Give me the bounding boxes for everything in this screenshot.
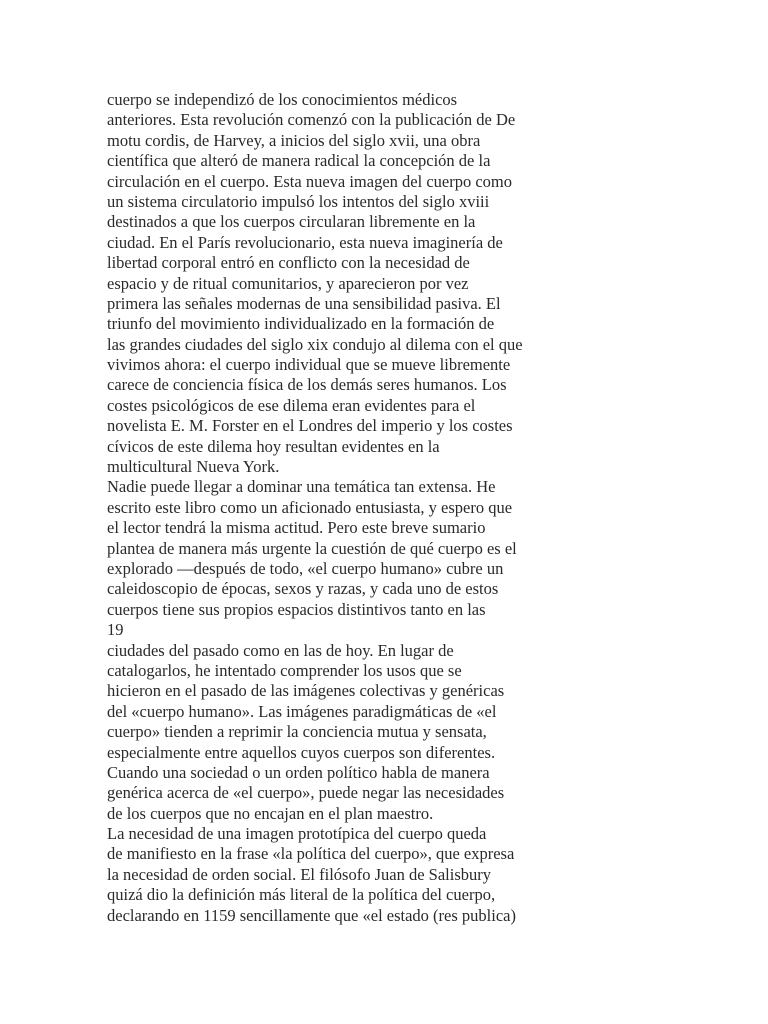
text-line: La necesidad de una imagen prototípica del cuerpo queda (107, 824, 487, 844)
text-line: declarando en 1159 sencillamente que «el estado (res publica) (107, 905, 516, 925)
text-line: ciudades del pasado como en las de hoy. En lugar de (107, 640, 454, 660)
text-line: del «cuerpo humano». Las imágenes paradigmáticas de «el (107, 701, 497, 721)
text-line: cuerpo» tienden a reprimir la conciencia mutua y sensata, (107, 722, 487, 742)
text-line: un sistema circulatorio impulsó los intentos del siglo xviii (107, 191, 490, 211)
text-line: ciudad. En el París revolucionario, esta nueva imaginería de (107, 232, 503, 252)
text-line: plantea de manera más urgente la cuestión de qué cuerpo es el (107, 538, 517, 558)
text-line: novelista E. M. Forster en el Londres del imperio y los costes (107, 416, 513, 436)
text-line: triunfo del movimiento individualizado en la formación de (107, 314, 495, 334)
text-line: caleidoscopio de épocas, sexos y razas, y cada uno de estos (107, 579, 499, 599)
text-line: la necesidad de orden social. El filósofo Juan de Salisbury (107, 864, 491, 884)
text-line: libertad corporal entró en conflicto con la necesidad de (107, 253, 470, 273)
text-line: genérica acerca de «el cuerpo», puede negar las necesidades (107, 783, 505, 803)
text-line: las grandes ciudades del siglo xix condujo al dilema con el que (107, 334, 523, 354)
text-line: de manifiesto en la frase «la política del cuerpo», que expresa (107, 844, 515, 864)
text-line: escrito este libro como un aficionado entusiasta, y espero que (107, 497, 513, 517)
text-line: motu cordis, de Harvey, a inicios del siglo xvii, una obra (107, 130, 481, 150)
text-line: costes psicológicos de ese dilema eran evidentes para el (107, 395, 476, 415)
text-line: especialmente entre aquellos cuyos cuerpos son diferentes. (107, 742, 496, 762)
body-text (107, 90, 547, 926)
text-line: hicieron en el pasado de las imágenes colectivas y genéricas (107, 681, 505, 701)
text-line: primera las señales modernas de una sensibilidad pasiva. El (107, 293, 501, 313)
text-line: circulación en el cuerpo. Esta nueva imagen del cuerpo como (107, 171, 512, 191)
text-line: destinados a que los cuerpos circularan libremente en la (107, 212, 476, 232)
text-line: el lector tendrá la misma actitud. Pero este breve sumario (107, 518, 486, 538)
text-line: carece de conciencia física de los demás seres humanos. Los (107, 375, 507, 395)
text-line: cívicos de este dilema hoy resultan evidentes en la (107, 436, 440, 456)
text-line: multicultural Nueva York. (107, 457, 280, 477)
text-line: vivimos ahora: el cuerpo individual que se mueve libremente (107, 355, 511, 375)
text-line: cuerpos tiene sus propios espacios distintivos tanto en las (107, 599, 486, 619)
text-line: científica que alteró de manera radical la concepción de la (107, 151, 491, 171)
text-line: espacio y de ritual comunitarios, y aparecieron por vez (107, 273, 469, 293)
text-line: explorado —después de todo, «el cuerpo humano» cubre un (107, 558, 504, 578)
text-line: anteriores. Esta revolución comenzó con la publicación de De (107, 110, 516, 130)
text-line: cuerpo se independizó de los conocimientos médicos (107, 90, 458, 109)
text-line: Nadie puede llegar a dominar una temática tan extensa. He (107, 477, 496, 497)
page-number: 19 (107, 620, 124, 640)
text-line: catalogarlos, he intentado comprender los usos que se (107, 660, 462, 680)
text-line: quizá dio la definición más literal de la política del cuerpo, (107, 885, 496, 905)
text-line: Cuando una sociedad o un orden político habla de manera (107, 762, 490, 782)
text-line: de los cuerpos que no encajan en el plan maestro. (107, 803, 434, 823)
